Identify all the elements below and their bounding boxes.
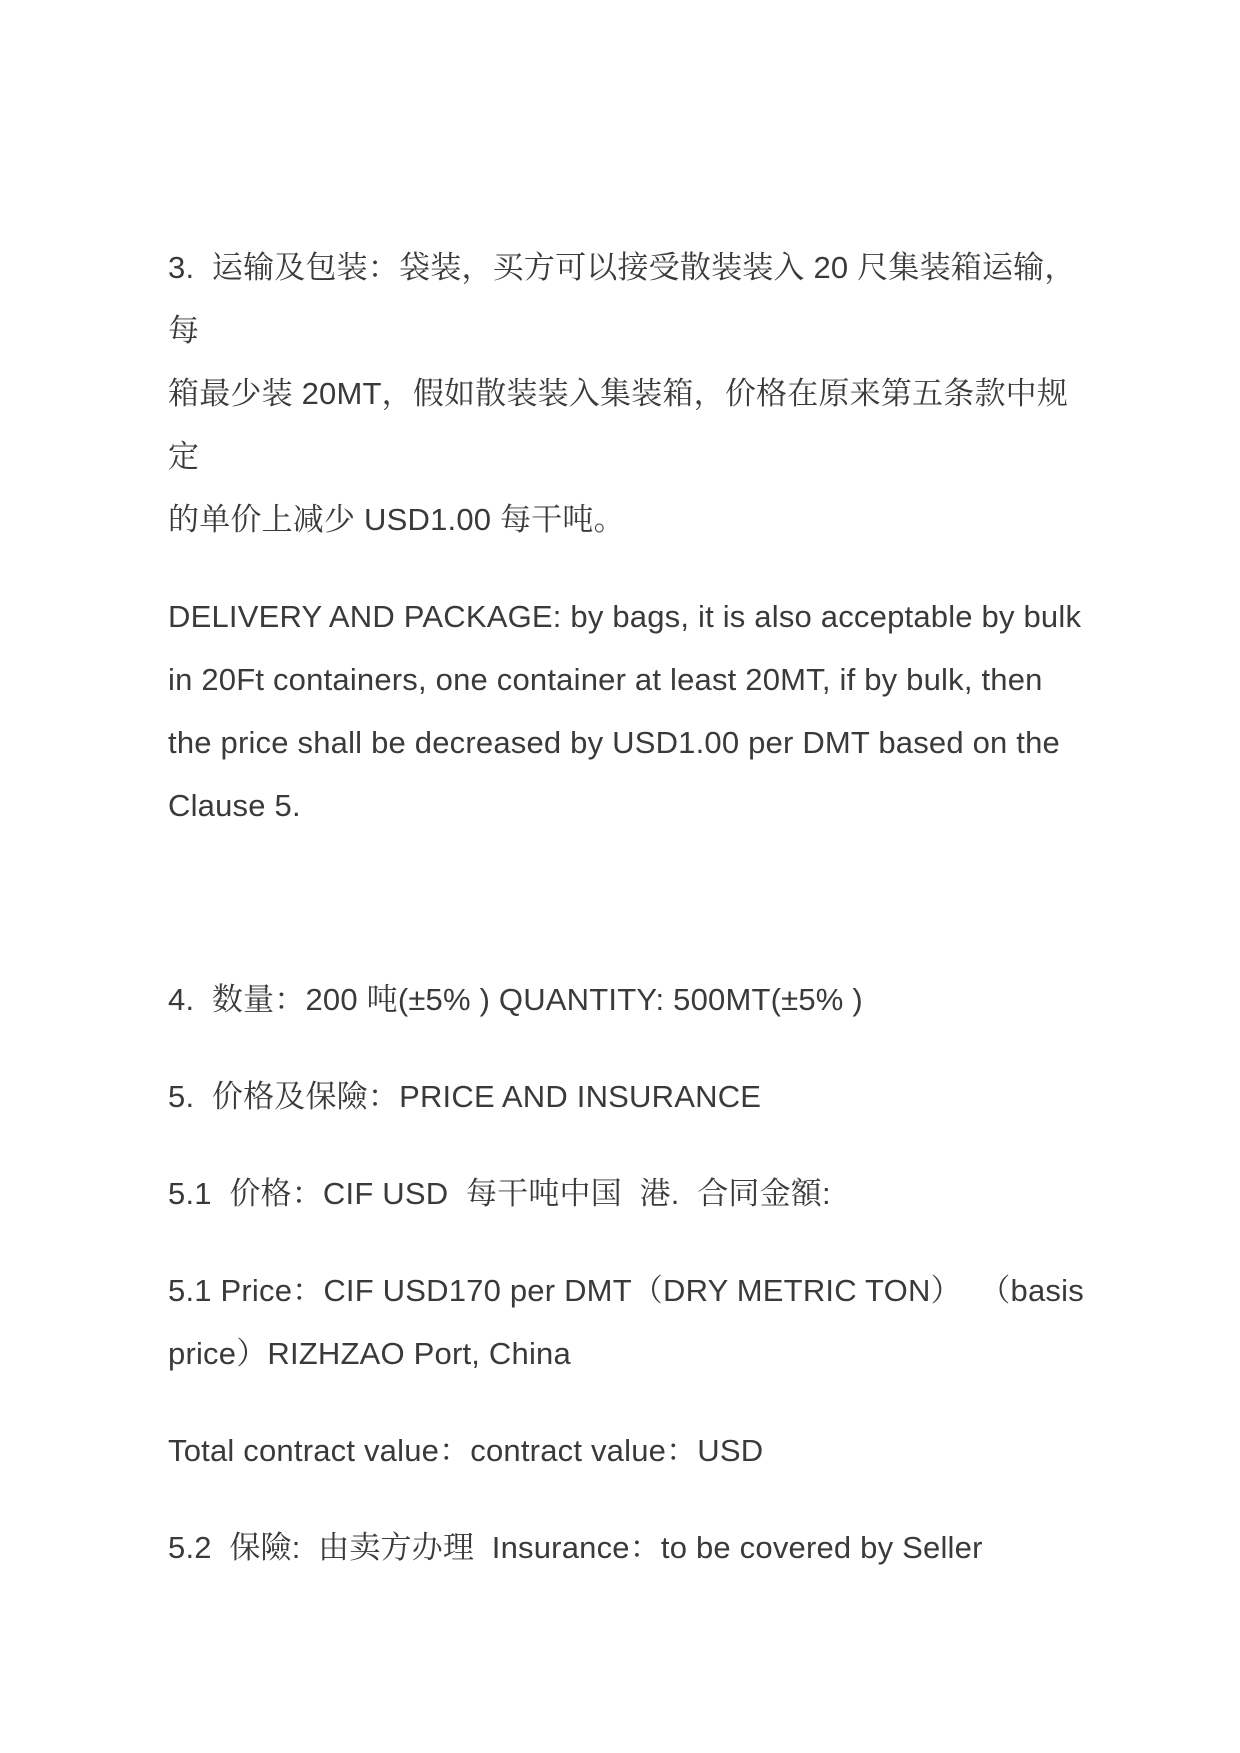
text-line: the price shall be decreased by USD1.00 per DMT based on the [168,725,1060,760]
paragraph-clause-5-2-insurance [168,1516,1090,1579]
paragraph-clause-3-zh [168,236,1094,551]
paragraph-total-contract-value [168,1419,1090,1482]
paragraph-clause-5-1-en [168,1259,1090,1385]
text-line: 的单价上减少 USD1.00 每干吨。 [168,502,625,537]
paragraph-clause-5-heading [168,1065,1090,1128]
text-line: 5. 价格及保險：PRICE AND INSURANCE [168,1079,762,1114]
text-line: price）RIZHZAO Port, China [168,1336,571,1371]
text-line: 3. 运输及包装：袋装，买方可以接受散装装入 20 尺集装箱运输， 每 [168,250,1094,348]
text-line: 4. 数量：200 吨(±5% ) QUANTITY: 500MT(±5% ) [168,982,863,1017]
text-line: in 20Ft containers, one container at least 20MT, if by bulk, then [168,662,1043,697]
text-line [168,871,1090,934]
paragraph-clause-4-quantity [168,968,1090,1031]
text-line: 箱最少装 20MT，假如散装装入集装箱，价格在原来第五条款中规定 [168,376,1069,474]
text-line: 5.1 价格：CIF USD 每干吨中国 港. 合同金額: [168,1176,831,1211]
text-line: Total contract value：contract value：USD [168,1433,764,1468]
text-line: Clause 5. [168,788,301,823]
text-line: 5.1 Price：CIF USD170 per DMT（DRY METRIC TON） （basis [168,1273,1084,1308]
document-body [168,236,1094,1579]
text-line: 5.2 保險: 由卖方办理 Insurance：to be covered by Seller [168,1530,983,1565]
paragraph-clause-3-en [168,585,1090,837]
paragraph-clause-5-1-zh [168,1162,1090,1225]
text-line: DELIVERY AND PACKAGE: by bags, it is also acceptable by bulk [168,599,1082,634]
paragraph-blank-spacer [168,871,1090,934]
